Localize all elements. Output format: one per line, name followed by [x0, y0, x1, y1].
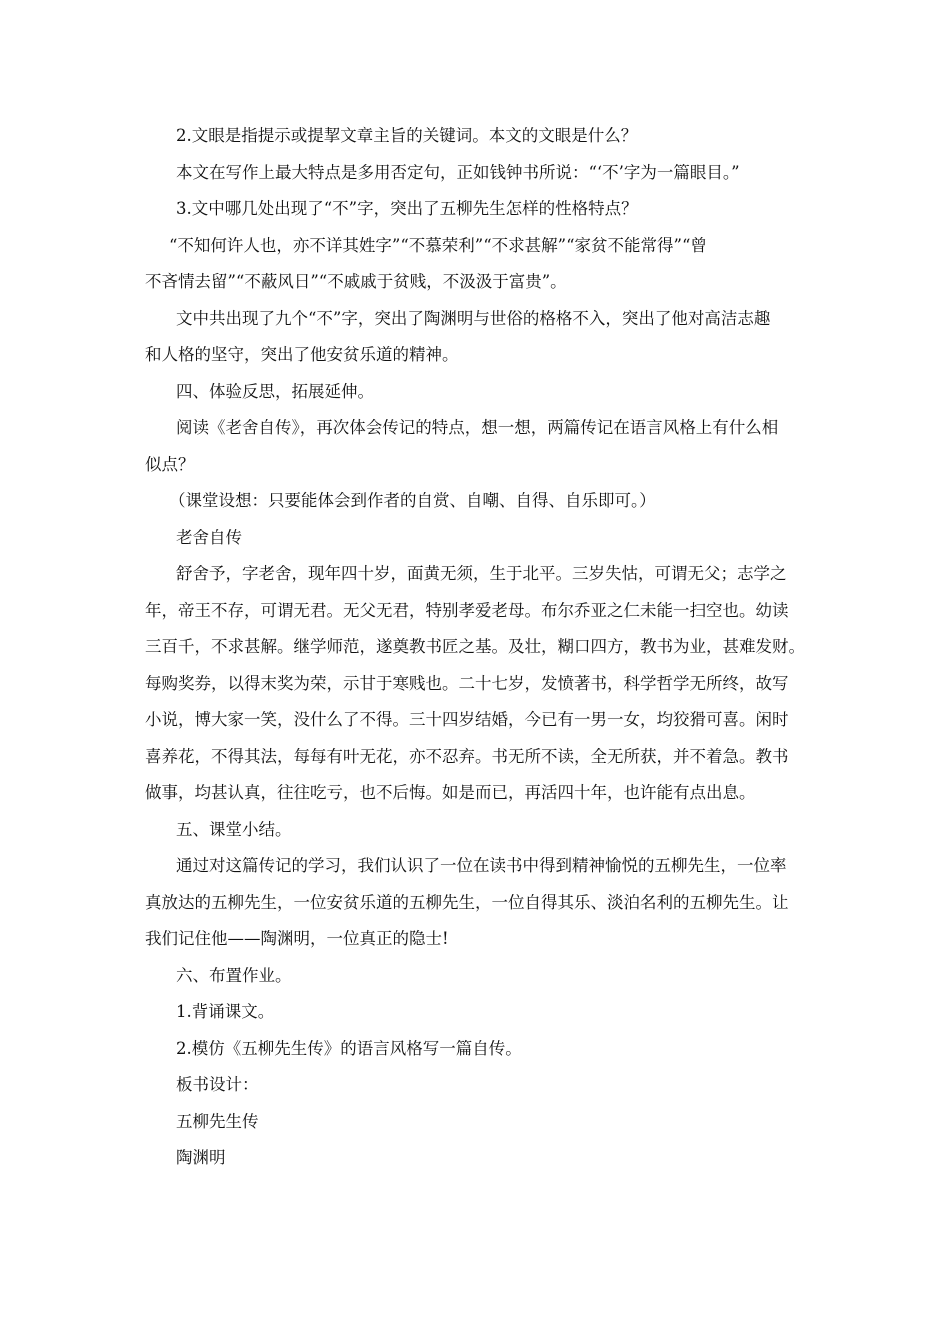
answer-2: 本文在写作上最大特点是多用否定句，正如钱钟书所说：“‘不’字为一篇眼目。”	[176, 162, 740, 182]
autobiography-line-2: 年，帝王不存，可谓无君。无父无君，特别孝爱老母。布尔乔亚之仁未能一扫空也。幼读	[145, 600, 789, 620]
homework-1: 1.背诵课文。	[176, 1002, 275, 1021]
answer-3-line-1: “不知何许人也，亦不详其姓字”“不慕荣利”“不求甚解”“家贫不能常得”“曾	[169, 235, 707, 255]
summary-line-3: 我们记住他——陶渊明，一位真正的隐士!	[145, 929, 449, 948]
board-title: 五柳先生传	[176, 1111, 259, 1131]
autobiography-line-6: 喜养花，不得其法，每每有叶无花，亦不忍弃。书无所不读，全无所获，并不着急。教书	[145, 746, 789, 766]
autobiography-line-4: 每购奖券，以得末奖为荣，示甘于寒贱也。二十七岁，发愤著书，科学哲学无所终，故写	[145, 673, 789, 693]
autobiography-title: 老舍自传	[176, 527, 242, 547]
section-4-prompt-line-2: 似点？	[145, 454, 195, 474]
section-4-prompt-line-1: 阅读《老舍自传》，再次体会传记的特点，想一想，两篇传记在语言风格上有什么相	[176, 418, 779, 437]
question-3: 3.文中哪几处出现了“不”字，突出了五柳先生怎样的性格特点？	[176, 199, 638, 218]
answer-3-line-2: 不吝情去留”“不蔽风日”“不戚戚于贫贱，不汲汲于富贵”。	[145, 272, 567, 291]
section-6-heading: 六、布置作业。	[176, 965, 292, 985]
section-4-heading: 四、体验反思，拓展延伸。	[176, 381, 374, 401]
autobiography-line-1: 舒舍予，字老舍，现年四十岁，面黄无须，生于北平。三岁失怙，可谓无父；志学之	[176, 564, 787, 583]
answer-3-summary-line-1: 文中共出现了九个“不”字，突出了陶渊明与世俗的格格不入，突出了他对高洁志趣	[176, 308, 771, 328]
autobiography-line-5: 小说，博大家一笑，没什么了不得。三十四岁结婚，今已有一男一女，均狡猾可喜。闲时	[145, 710, 789, 729]
section-4-note: （课堂设想：只要能体会到作者的自赏、自嘲、自得、自乐即可。）	[169, 491, 656, 510]
autobiography-line-7: 做事，均甚认真，往往吃亏，也不后悔。如是而已，再活四十年，也许能有点出息。	[145, 783, 756, 802]
question-2: 2.文眼是指提示或提挈文章主旨的关键词。本文的文眼是什么？	[176, 126, 638, 145]
section-5-heading: 五、课堂小结。	[176, 819, 292, 839]
answer-3-summary-line-2: 和人格的坚守，突出了他安贫乐道的精神。	[145, 345, 459, 364]
autobiography-line-3: 三百千，不求甚解。继学师范，遂奠教书匠之基。及壮，糊口四方，教书为业，甚难发财。	[145, 637, 805, 656]
summary-line-1: 通过对这篇传记的学习，我们认识了一位在读书中得到精神愉悦的五柳先生，一位率	[176, 856, 787, 875]
homework-2: 2.模仿《五柳先生传》的语言风格写一篇自传。	[176, 1038, 522, 1058]
summary-line-2: 真放达的五柳先生，一位安贫乐道的五柳先生，一位自得其乐、淡泊名利的五柳先生。让	[145, 892, 789, 912]
board-author: 陶渊明	[176, 1148, 226, 1167]
board-design-heading: 板书设计：	[176, 1075, 259, 1094]
document-page	[145, 118, 807, 1177]
